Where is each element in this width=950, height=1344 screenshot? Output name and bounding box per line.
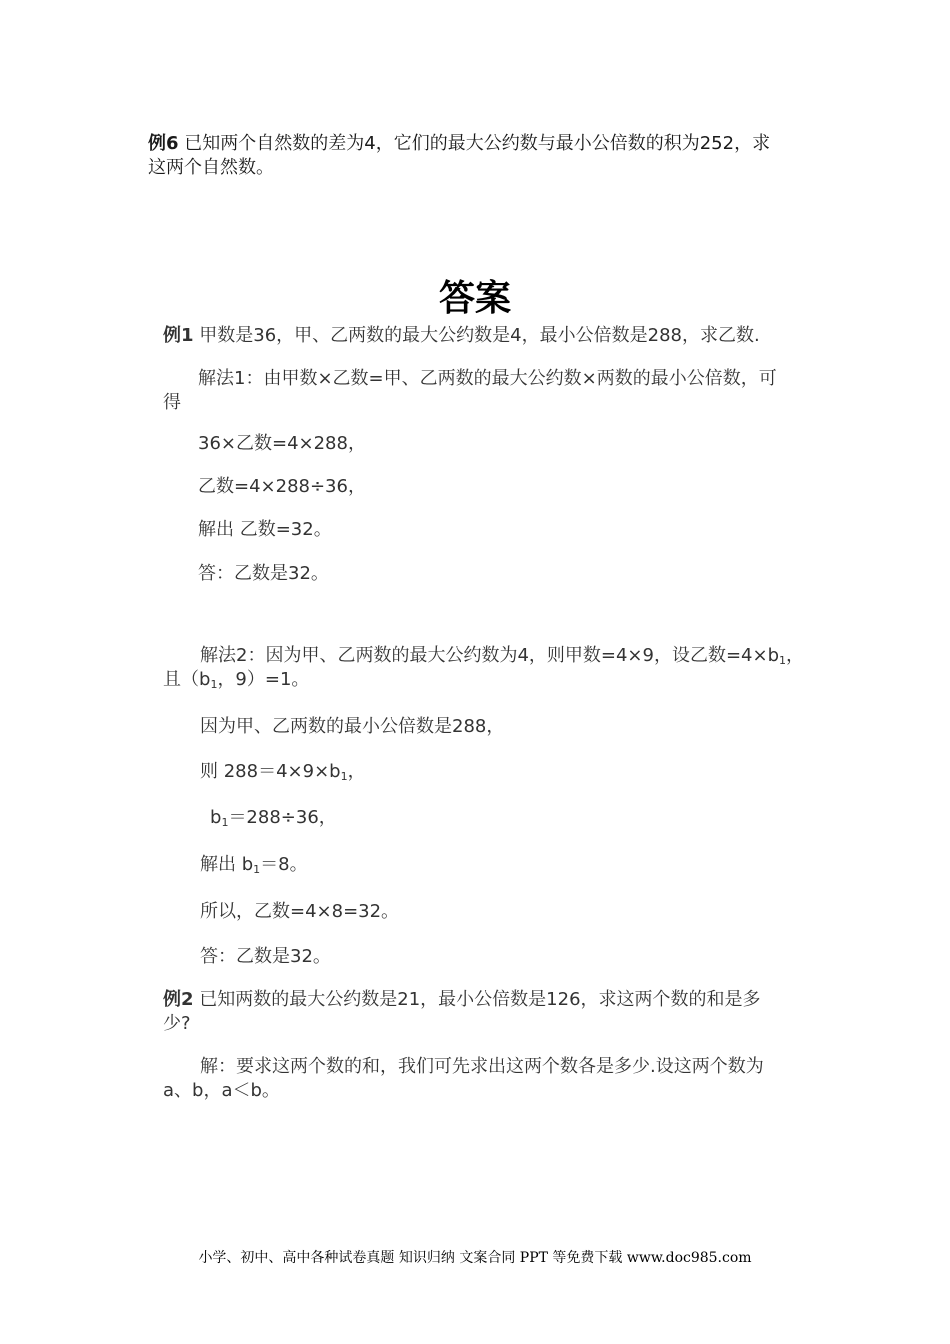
- m2-step2-sub: 1: [340, 770, 348, 783]
- page-footer: 小学、初中、高中各种试卷真题 知识归纳 文案合同 PPT 等免费下载 www.doc985.com: [198, 1250, 752, 1266]
- example1-text: 甲数是36，甲、乙两数的最大公约数是4，最小公倍数是288，求乙数.: [199, 325, 760, 346]
- example1-method2-step1: 因为甲、乙两数的最小公倍数是288，: [200, 716, 505, 737]
- example2-line2: 少?: [163, 1013, 191, 1034]
- m2-line2-sub: 1: [210, 678, 218, 691]
- m2-line2-a: 且（b: [163, 669, 211, 690]
- example6-label: 例6: [148, 133, 179, 154]
- example6-text: 已知两个自然数的差为4，它们的最大公约数与最小公倍数的积为252，求: [184, 133, 771, 154]
- example1-method2-step2: [200, 759, 366, 789]
- m2-line1-b: ，: [786, 645, 805, 666]
- example6-line2: 这两个自然数。: [148, 157, 274, 178]
- example1-method1-step3: 解出 乙数=32。: [198, 519, 332, 540]
- m2-step2-b: ，: [347, 761, 366, 782]
- m2-step3-a: b: [210, 807, 222, 828]
- m2-line1-sub: 1: [779, 654, 787, 667]
- m2-step4-sub: 1: [253, 863, 261, 876]
- m2-step3-b: ＝288÷36，: [228, 807, 337, 828]
- m2-step4-a: 解出 b: [200, 854, 254, 875]
- example2-label: 例2: [163, 989, 194, 1010]
- example1-method2-step5: 所以，乙数=4×8=32。: [200, 901, 400, 922]
- m2-line1-a: 解法2：因为甲、乙两数的最大公约数为4，则甲数=4×9，设乙数=4×b: [200, 645, 780, 666]
- example1-method2-step4: [200, 852, 308, 882]
- m2-step2-a: 则 288＝4×9×b: [200, 761, 341, 782]
- example2-solution-line1: 解：要求这两个数的和，我们可先求出这两个数各是多少.设这两个数为: [200, 1056, 764, 1077]
- example1-question: [163, 323, 760, 348]
- example6-line1: [148, 131, 770, 156]
- example1-method1-line2: 得: [163, 392, 181, 413]
- example1-method2-step3: [210, 805, 337, 835]
- example2-line1: [163, 987, 761, 1012]
- example2-solution-line2: a、b，a＜b。: [163, 1080, 280, 1101]
- example1-method1-line1: 解法1：由甲数×乙数=甲、乙两数的最大公约数×两数的最小公倍数，可: [198, 368, 777, 389]
- m2-step4-b: ＝8。: [260, 854, 308, 875]
- example1-method1-step1: 36×乙数=4×288，: [198, 433, 366, 454]
- example1-method1-answer: 答：乙数是32。: [198, 563, 329, 584]
- m2-step3-sub: 1: [221, 816, 229, 829]
- example1-method1-step2: 乙数=4×288÷36，: [198, 476, 366, 497]
- example1-method2-answer: 答：乙数是32。: [200, 946, 331, 967]
- answer-title: 答案: [438, 277, 511, 319]
- example2-text: 已知两数的最大公约数是21，最小公倍数是126，求这两个数的和是多: [199, 989, 761, 1010]
- m2-line2-b: ，9）=1。: [217, 669, 310, 690]
- example1-label: 例1: [163, 325, 194, 346]
- example1-method2-line2: [163, 667, 309, 697]
